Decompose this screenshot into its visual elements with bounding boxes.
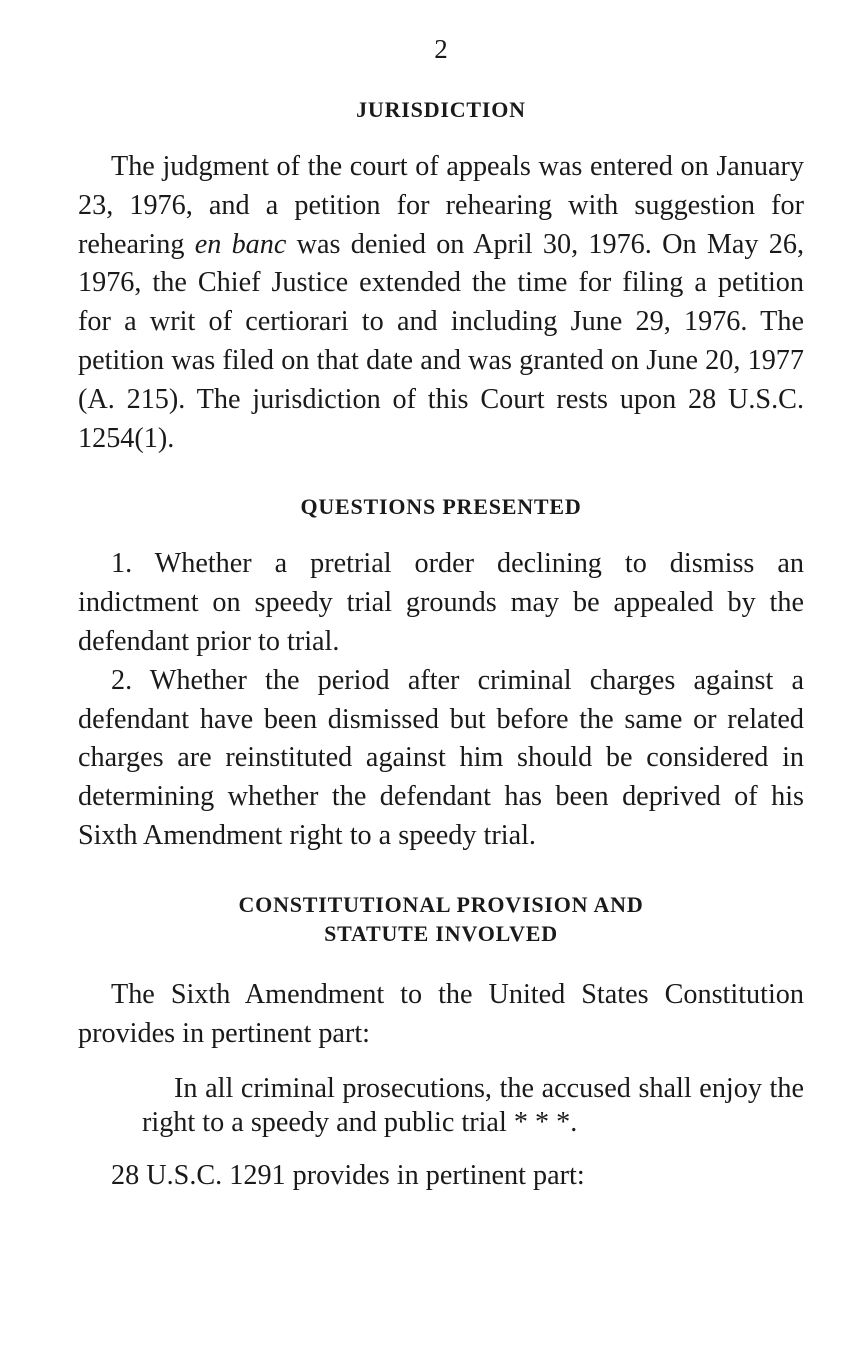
jurisdiction-heading: JURISDICTION xyxy=(356,97,526,122)
heading-line-2: STATUTE INVOLVED xyxy=(324,920,558,946)
constitutional-provision-heading xyxy=(78,890,804,948)
en-banc-italic: en banc xyxy=(194,228,287,260)
document-page xyxy=(78,0,804,1196)
questions-presented-heading: QUESTIONS PRESENTED xyxy=(300,494,582,520)
jurisdiction-text-part-1: The judgment of the court of appeals was entered on January 23, 1976, and a petition for rehearing with suggestion for rehearing xyxy=(78,151,804,260)
statute-intro: 28 U.S.C. 1291 provides in pertinent part: xyxy=(111,1160,585,1192)
sixth-amendment-quote: In all criminal prosecutions, the accused shall enjoy the right to a speedy and public trial * * *. xyxy=(142,1073,804,1139)
heading-line-1: CONSTITUTIONAL PROVISION AND xyxy=(238,891,644,917)
sixth-amendment-intro: The Sixth Amendment to the United States Constitution provides in pertinent part: xyxy=(78,978,804,1049)
jurisdiction-paragraph xyxy=(78,148,804,458)
page-number: 2 xyxy=(434,34,448,64)
question-item: 2. Whether the period after criminal charges against a defendant have been dismissed but before the same or related charges are reinstituted against him should be considered in determining whether the defendant has been deprived of his Sixth Amendment right to a speedy trial. xyxy=(78,664,804,851)
jurisdiction-text-part-2: was denied on April 30, 1976. On May 26, 1976, the Chief Justice extended the time for filing a petition for a writ of certiorari to and including June 29, 1976. The petition was filed on that date and was granted on June 20, 1977 (A. 215). The jurisdiction of this Court rests upon 28 U.S.C. 1254(1). xyxy=(78,228,804,454)
question-item: 1. Whether a pretrial order declining to dismiss an indictment on speedy trial grounds may be appealed by the defendant prior to trial. xyxy=(78,548,804,657)
